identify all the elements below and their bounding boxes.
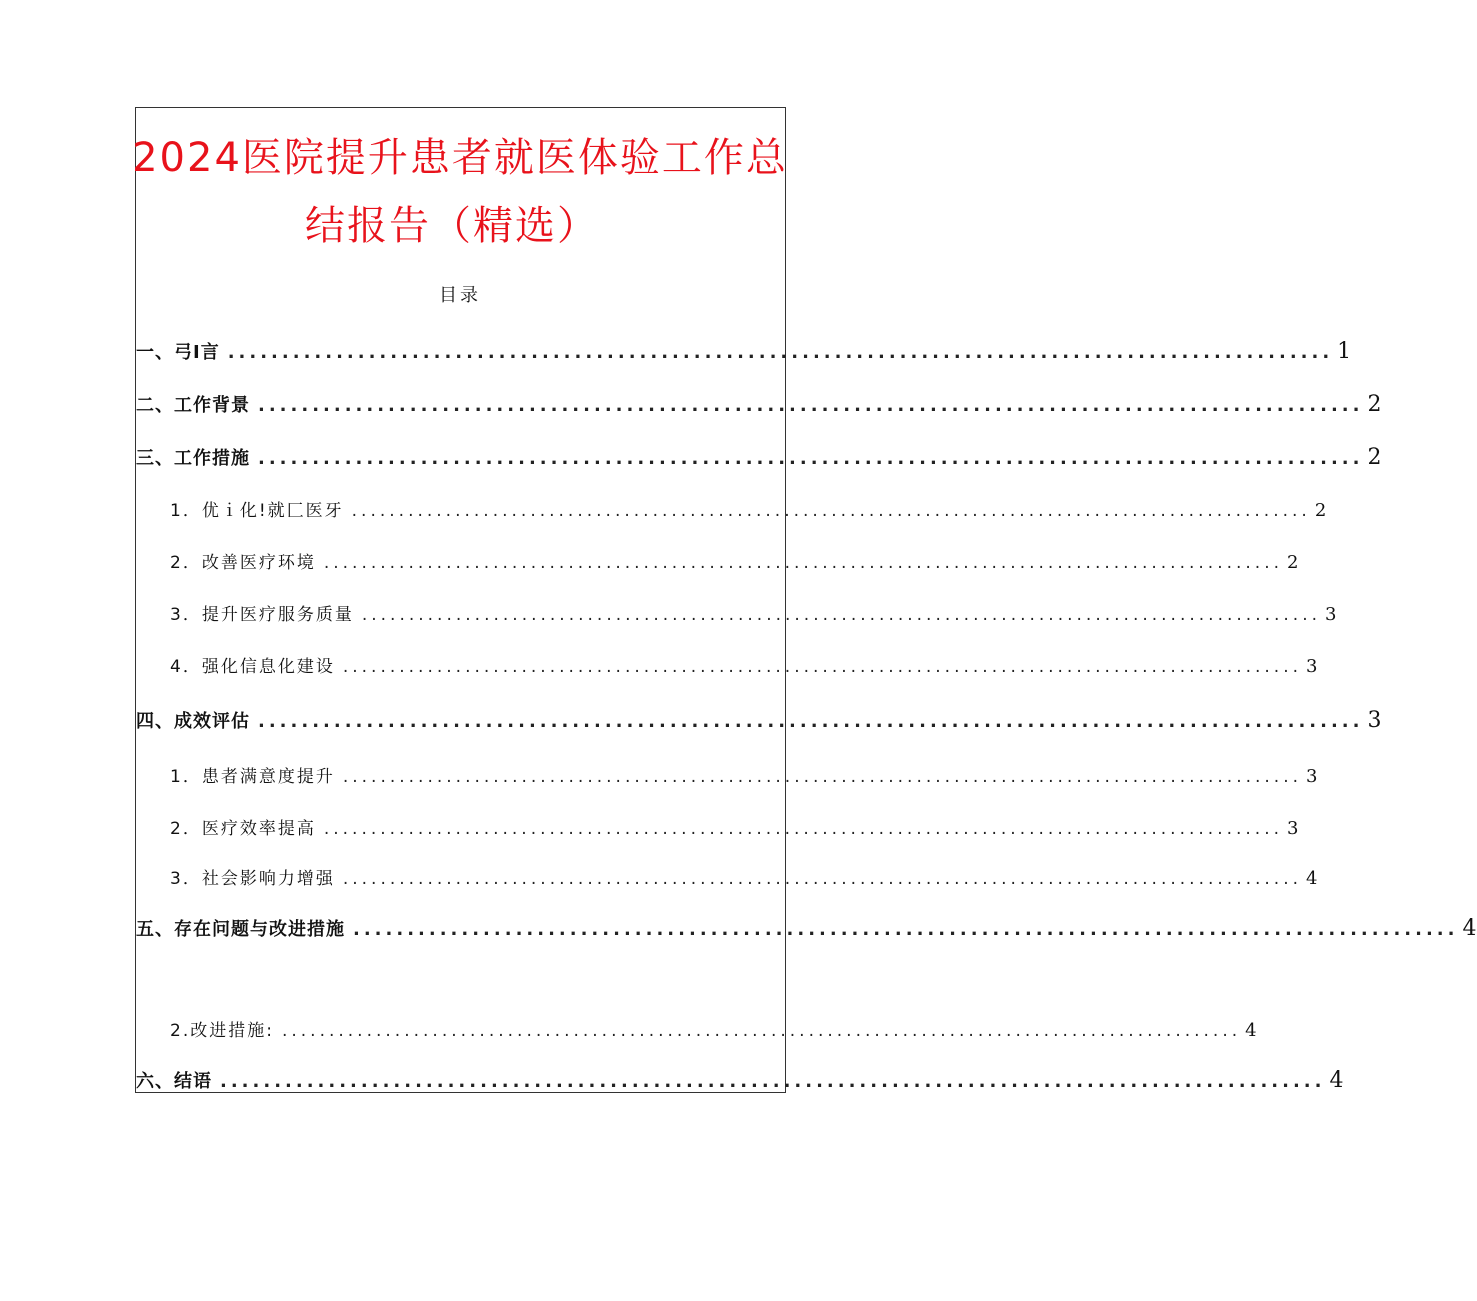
- document-title-line-2: 结报告（精选）: [305, 203, 599, 249]
- toc-leader-dots: ......................................................................................................: [323, 553, 1284, 573]
- toc-leader-dots: ......................................................................................................: [351, 501, 1311, 521]
- toc-page-number: 4: [1462, 916, 1477, 941]
- toc-entry-label: 2．改善医疗环境: [170, 553, 316, 573]
- toc-page-number: 2: [1367, 445, 1383, 470]
- toc-heading: 目录: [439, 285, 481, 306]
- toc-leader-dots: ......................................................................................................: [361, 605, 1322, 625]
- toc-page-number: 4: [1329, 1068, 1345, 1093]
- toc-leader-dots: ......................................................................................................: [258, 448, 1364, 469]
- toc-entry-label: 四、成效评估: [136, 711, 250, 732]
- toc-entry-evaluation-2[interactable]: [136, 814, 1299, 839]
- toc-entry-evaluation[interactable]: [136, 707, 1383, 733]
- toc-entry-measures-1[interactable]: [136, 496, 1327, 521]
- toc-entry-measures-3[interactable]: [136, 600, 1337, 625]
- toc-page-number: 3: [1287, 818, 1299, 839]
- toc-leader-dots: ......................................................................................................: [353, 919, 1459, 940]
- toc-page-number: 4: [1306, 868, 1318, 889]
- toc-entry-label: 3．社会影响力增强: [170, 869, 335, 889]
- toc-page-number: 3: [1325, 604, 1337, 625]
- toc-leader-dots: ......................................................................................................: [258, 395, 1364, 416]
- toc-entry-label: 三、工作措施: [136, 448, 250, 469]
- toc-page-number: 3: [1306, 656, 1318, 677]
- toc-page-number: 3: [1306, 766, 1318, 787]
- toc-entry-label: 二、工作背景: [136, 395, 250, 416]
- table-of-contents: [136, 0, 1477, 1100]
- toc-entry-measures-4[interactable]: [136, 652, 1318, 677]
- toc-entry-measures[interactable]: [136, 444, 1383, 470]
- toc-leader-dots: ......................................................................................................: [342, 657, 1303, 677]
- toc-entry-label: 六、结语: [136, 1071, 212, 1092]
- toc-entry-label: 2.改进措施:: [170, 1021, 274, 1041]
- toc-entry-label: 2．医疗效率提高: [170, 819, 316, 839]
- toc-leader-dots: ......................................................................................................: [258, 711, 1364, 732]
- toc-entry-label: 一、弓I言: [136, 342, 220, 363]
- toc-page-number: 3: [1367, 708, 1383, 733]
- toc-page-number: 2: [1367, 392, 1383, 417]
- toc-leader-dots: ......................................................................................................: [323, 819, 1284, 839]
- toc-entry-problems[interactable]: [136, 915, 1477, 941]
- toc-page-number: 2: [1314, 500, 1327, 521]
- toc-entry-label: 五、存在问题与改进措施: [136, 919, 345, 940]
- toc-leader-dots: ......................................................................................................: [342, 869, 1303, 889]
- toc-entry-background[interactable]: [136, 391, 1383, 417]
- toc-entry-evaluation-1[interactable]: [136, 762, 1318, 787]
- toc-entry-problems-2[interactable]: [136, 1016, 1257, 1041]
- toc-entry-label: 4．强化信息化建设: [170, 657, 335, 677]
- toc-page-number: 2: [1287, 552, 1299, 573]
- toc-page-number: 1: [1337, 339, 1353, 364]
- toc-entry-conclusion[interactable]: [136, 1067, 1345, 1093]
- document-title-line-1: 2024医院提升患者就医体验工作总: [132, 135, 788, 181]
- toc-leader-dots: ......................................................................................................: [220, 1071, 1326, 1092]
- toc-entry-label: 3．提升医疗服务质量: [170, 605, 354, 625]
- toc-entry-introduction[interactable]: [136, 338, 1353, 364]
- toc-entry-measures-2[interactable]: [136, 548, 1299, 573]
- toc-leader-dots: ......................................................................................................: [281, 1021, 1242, 1041]
- toc-entry-label: 1．患者满意度提升: [170, 767, 335, 787]
- toc-entry-label: 1．优ｉ化!就匚医牙: [170, 501, 344, 521]
- toc-page-number: 4: [1245, 1020, 1257, 1041]
- toc-leader-dots: ......................................................................................................: [227, 342, 1334, 363]
- toc-entry-evaluation-3[interactable]: [136, 864, 1318, 889]
- toc-leader-dots: ......................................................................................................: [342, 767, 1303, 787]
